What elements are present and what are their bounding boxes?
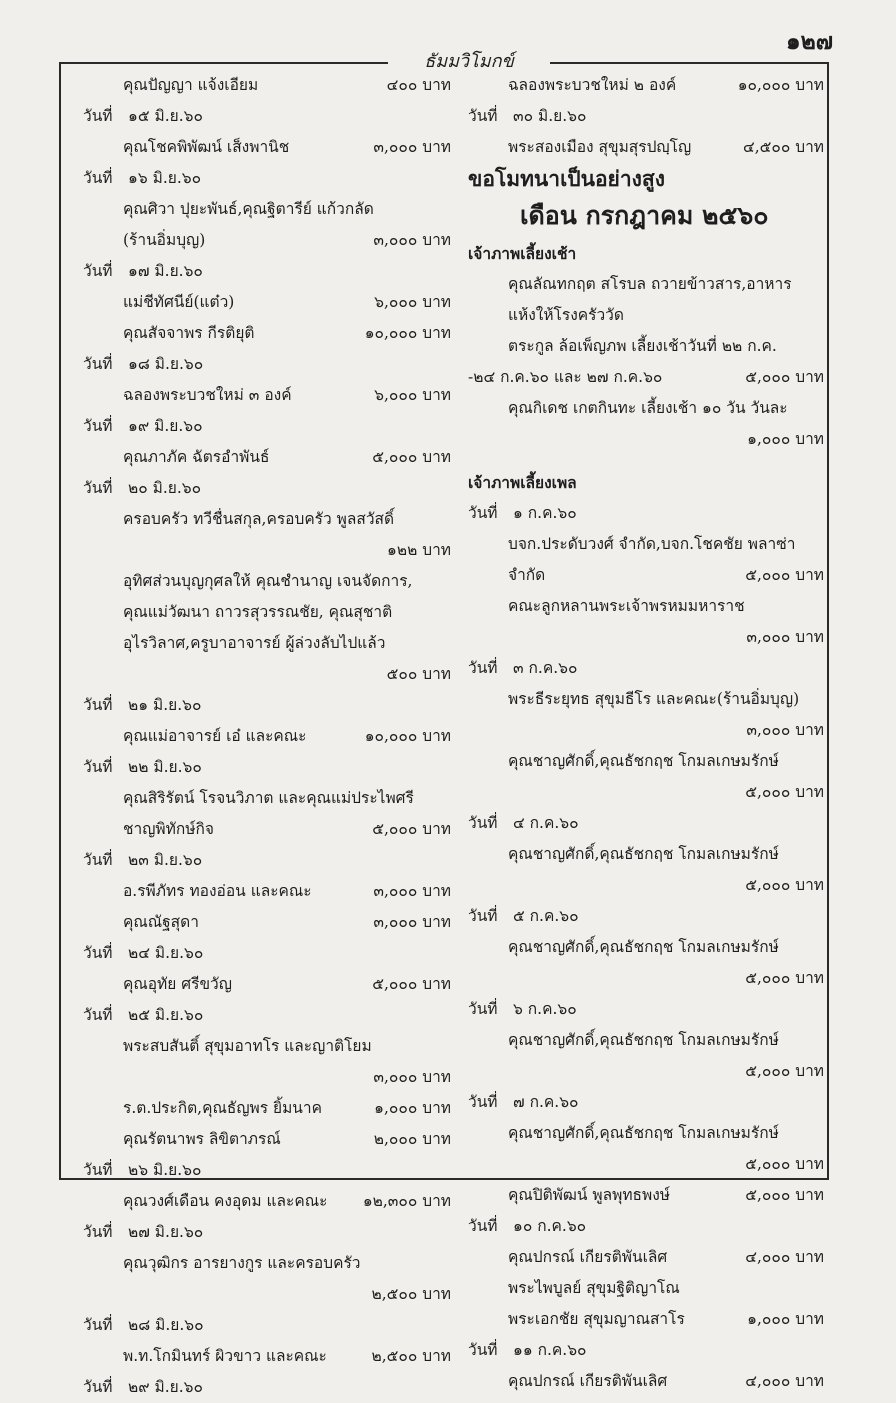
date-label: วันที่ (83, 107, 113, 125)
donation-amount: ๓,๐๐๐ บาท (746, 628, 824, 646)
amount-row (468, 424, 824, 455)
donor-name: พระธีระยุทธ สุขุมธีโร และคณะ(ร้านอิ่มบุญ) (508, 690, 800, 708)
amount-row (83, 659, 451, 690)
date-value: ๓ ก.ค.๖๐ (513, 659, 578, 677)
donation-entry (83, 969, 451, 1000)
donor-name: คุณชาญศักดิ์,คุณธัชกฤช โกมลเกษมรักษ์ (508, 845, 779, 863)
donor-name: คุณแม่อาจารย์ เอ๋ และคณะ (123, 727, 307, 745)
donor-name: คุณปกรณ์ เกียรติพันเลิศ (508, 1372, 668, 1390)
donor-name: แม่ชีทัศนีย์(แต๋ว) (123, 293, 235, 311)
donation-amount: ๕,๐๐๐ บาท (372, 820, 451, 838)
amount-row (468, 622, 824, 653)
donor-name: คุณโชคพิพัฒน์ เส็งพานิช (123, 138, 290, 156)
donation-entry (83, 318, 451, 349)
date-value: ๒๙ มิ.ย.๖๐ (128, 1378, 203, 1396)
date-row (468, 1087, 824, 1118)
date-label: วันที่ (83, 1316, 113, 1334)
donor-name: ฉลองพระบวชใหม่ ๒ องค์ (508, 76, 677, 94)
date-value: ๑๘ มิ.ย.๖๐ (128, 355, 204, 373)
date-value: ๑๙ มิ.ย.๖๐ (128, 417, 203, 435)
donation-entry (468, 1304, 824, 1335)
donation-entry (468, 932, 824, 963)
donation-amount: ๓,๐๐๐ บาท (746, 721, 824, 739)
date-value: ๒๐ มิ.ย.๖๐ (128, 479, 202, 497)
amount-row (468, 715, 824, 746)
date-value: ๒๑ มิ.ย.๖๐ (128, 696, 202, 714)
date-label: วันที่ (83, 169, 113, 187)
donation-amount: ๕,๐๐๐ บาท (745, 368, 824, 386)
donation-amount: ๓,๐๐๐ บาท (373, 231, 451, 249)
date-label: วันที่ (83, 1006, 113, 1024)
amount-row (468, 777, 824, 808)
date-label: วันที่ (83, 696, 113, 714)
donation-amount: ๔๐๐ บาท (386, 76, 451, 94)
donation-amount: ๕,๐๐๐ บาท (745, 1062, 824, 1080)
page-number: ๑๒๗ (786, 28, 834, 55)
donation-amount: ๕,๐๐๐ บาท (745, 876, 824, 894)
date-value: ๒๒ มิ.ย.๖๐ (128, 758, 202, 776)
donor-name: พระสบสันติ์ สุขุมอาทโร และญาติโยม (123, 1037, 372, 1055)
amount-row (468, 1149, 824, 1180)
donation-amount: ๔,๐๐๐ บาท (745, 1372, 824, 1390)
amount-row (468, 870, 824, 901)
amount-row (83, 1062, 451, 1093)
donation-entry (83, 566, 451, 597)
date-label: วันที่ (468, 659, 498, 677)
amount-row (83, 1279, 451, 1310)
donation-entry (468, 839, 824, 870)
donor-name: คุณปัญญา แจ้งเอียม (123, 76, 259, 94)
date-row (83, 411, 451, 442)
donation-amount: ๕,๐๐๐ บาท (745, 1186, 824, 1204)
date-value: ๓๐ มิ.ย.๖๐ (513, 107, 587, 125)
date-label: วันที่ (83, 1223, 113, 1241)
date-row (468, 101, 824, 132)
donation-entry (83, 814, 451, 845)
date-row (83, 938, 451, 969)
donation-entry (468, 1180, 824, 1211)
donation-entry (468, 331, 824, 362)
amount-row (83, 535, 451, 566)
donor-name: คุณแม่วัฒนา ถาวรสุวรรณชัย, คุณสุชาติ (123, 603, 393, 621)
donation-entry (468, 1025, 824, 1056)
donation-entry (83, 504, 451, 535)
donation-entry (83, 907, 451, 938)
donor-name: พระเอกชัย สุขุมญาณสาโร (508, 1310, 685, 1328)
page-header: ธัมมวิโมกข์ (388, 46, 550, 75)
date-row (83, 256, 451, 287)
donor-name: คุณวงศ์เดือน คงอุดม และคณะ (123, 1192, 328, 1210)
donation-amount: ๖,๐๐๐ บาท (374, 293, 451, 311)
date-row (468, 1211, 824, 1242)
donation-amount: ๓,๐๐๐ บาท (373, 1068, 451, 1086)
donation-entry (468, 684, 824, 715)
date-row (468, 498, 824, 529)
date-label: วันที่ (83, 758, 113, 776)
donation-amount: ๓,๐๐๐ บาท (373, 882, 451, 900)
donation-entry (83, 442, 451, 473)
donation-amount: ๕,๐๐๐ บาท (745, 783, 824, 801)
left-column (83, 70, 451, 1403)
date-label: วันที่ (468, 107, 498, 125)
month-heading (468, 194, 824, 238)
donation-entry (83, 1124, 451, 1155)
donation-entry (83, 1248, 451, 1279)
donor-name: คุณลัณทกฤต สโรบล ถวายข้าวสาร,อาหาร (508, 275, 792, 293)
donor-name: ร.ต.ประกิต,คุณธัญพร ยิ้มนาค (123, 1099, 322, 1117)
donor-name: คุณวุฒิกร อารยางกูร และครอบครัว (123, 1254, 361, 1272)
donor-name: ตระกูล ล้อเพ็ญภพ เลี้ยงเช้าวันที่ ๒๒ ก.ค. (508, 337, 777, 355)
donation-amount: ๑๒๒ บาท (387, 541, 451, 559)
date-value: ๒๔ มิ.ย.๖๐ (128, 944, 204, 962)
date-label: วันที่ (83, 355, 113, 373)
date-row (83, 845, 451, 876)
date-value: ๖ ก.ค.๖๐ (513, 1000, 577, 1018)
amount-row (468, 1056, 824, 1087)
date-label: วันที่ (468, 1000, 498, 1018)
section-title (468, 238, 824, 269)
date-label: วันที่ (468, 1093, 498, 1111)
donation-entry (83, 194, 451, 225)
donation-entry (468, 529, 824, 560)
donation-entry (83, 628, 451, 659)
section-title-text: เจ้าภาพเลี้ยงเช้า (468, 244, 577, 263)
date-row (468, 808, 824, 839)
date-row (83, 752, 451, 783)
date-value: ๒๖ มิ.ย.๖๐ (128, 1161, 202, 1179)
amount-row (468, 963, 824, 994)
donor-name: (ร้านอิ่มบุญ) (123, 231, 206, 249)
donation-entry (468, 746, 824, 777)
date-range-text: -๒๔ ก.ค.๖๐ และ ๒๗ ก.ค.๖๐ (468, 368, 663, 386)
donation-entry (83, 597, 451, 628)
date-label: วันที่ (468, 1341, 498, 1359)
date-row (468, 901, 824, 932)
right-column (468, 70, 824, 1397)
donor-name: คุณณัฐสุดา (123, 913, 199, 931)
donation-amount: ๓,๐๐๐ บาท (373, 913, 451, 931)
donation-amount: ๑๐,๐๐๐ บาท (364, 727, 451, 745)
donation-amount: ๕๐๐ บาท (386, 665, 451, 683)
donation-amount: ๕,๐๐๐ บาท (745, 969, 824, 987)
donor-name: คุณชาญศักดิ์,คุณธัชกฤช โกมลเกษมรักษ์ (508, 752, 779, 770)
donation-amount: ๑,๐๐๐ บาท (374, 1099, 451, 1117)
donation-amount: ๕,๐๐๐ บาท (745, 1155, 824, 1173)
donor-name: คุณภาภัค ฉัตรอำพันธ์ (123, 448, 270, 466)
donation-entry (83, 225, 451, 256)
donor-name: คุณชาญศักดิ์,คุณธัชกฤช โกมลเกษมรักษ์ (508, 1031, 779, 1049)
donor-name: แห้งให้โรงครัววัด (508, 306, 624, 324)
donor-name: จำกัด (508, 566, 546, 584)
heading-text: ขอโมทนาเป็นอย่างสูง (468, 166, 665, 191)
donor-name: คุณปกรณ์ เกียรติพันเลิศ (508, 1248, 668, 1266)
date-label: วันที่ (468, 1217, 498, 1235)
donor-name: คุณชาญศักดิ์,คุณธัชกฤช โกมลเกษมรักษ์ (508, 938, 779, 956)
month-text: เดือน กรกฎาคม ๒๕๖๐ (520, 201, 769, 230)
donation-amount: ๕,๐๐๐ บาท (372, 448, 451, 466)
section-heading (468, 163, 824, 194)
date-row (83, 473, 451, 504)
date-row (83, 101, 451, 132)
date-value: ๑๑ ก.ค.๖๐ (513, 1341, 587, 1359)
donation-entry (83, 132, 451, 163)
donation-amount: ๒,๕๐๐ บาท (371, 1347, 451, 1365)
date-row (468, 1335, 824, 1366)
donor-name: อ.รพีภัทร ทองอ่อน และคณะ (123, 882, 312, 900)
date-value: ๒๘ มิ.ย.๖๐ (128, 1316, 204, 1334)
donation-amount: ๑,๐๐๐ บาท (747, 1310, 824, 1328)
donation-entry (83, 1341, 451, 1372)
donation-amount: ๔,๕๐๐ บาท (743, 138, 824, 156)
donation-amount: ๖,๐๐๐ บาท (374, 386, 451, 404)
donor-name: คุณกิเดช เกตกินทะ เลี้ยงเช้า ๑๐ วัน วันละ (508, 399, 788, 417)
date-label: วันที่ (83, 262, 113, 280)
donation-amount: ๑,๐๐๐ บาท (747, 430, 824, 448)
donation-entry (468, 591, 824, 622)
date-value: ๑๐ ก.ค.๖๐ (513, 1217, 587, 1235)
donation-amount: ๓,๐๐๐ บาท (373, 138, 451, 156)
date-label: วันที่ (468, 814, 498, 832)
date-label: วันที่ (83, 851, 113, 869)
donation-entry (83, 721, 451, 752)
donor-name: คุณสิริรัตน์ โรจนวิภาต และคุณแม่ประไพศรี (123, 789, 414, 807)
donation-amount: ๔,๐๐๐ บาท (745, 1248, 824, 1266)
donation-entry (468, 560, 824, 591)
date-row (83, 690, 451, 721)
date-row (83, 1155, 451, 1186)
date-value: ๒๓ มิ.ย.๖๐ (128, 851, 203, 869)
donor-name: คณะลูกหลานพระเจ้าพรหมมหาราช (508, 597, 745, 615)
donor-name: คุณชาญศักดิ์,คุณธัชกฤช โกมลเกษมรักษ์ (508, 1124, 779, 1142)
date-value: ๑ ก.ค.๖๐ (513, 504, 577, 522)
donation-entry (468, 1273, 824, 1304)
donor-name: พระสองเมือง สุขุมสุรปญฺโญ (508, 138, 692, 156)
donation-amount: ๕,๐๐๐ บาท (745, 566, 824, 584)
donation-entry (83, 783, 451, 814)
date-label: วันที่ (83, 1378, 113, 1396)
donor-name: ครอบครัว ทวีชื่นสกุล,ครอบครัว พูลสวัสดิ์ (123, 510, 395, 528)
section-title-text: เจ้าภาพเลี้ยงเพล (468, 473, 577, 492)
date-row (83, 1310, 451, 1341)
date-row (468, 994, 824, 1025)
date-value: ๒๕ มิ.ย.๖๐ (128, 1006, 204, 1024)
date-value: ๑๗ มิ.ย.๖๐ (128, 262, 203, 280)
donation-entry (83, 1186, 451, 1217)
donation-entry (468, 393, 824, 424)
donation-entry (468, 300, 824, 331)
date-row (468, 653, 824, 684)
date-label: วันที่ (83, 479, 113, 497)
date-value: ๑๕ มิ.ย.๖๐ (128, 107, 203, 125)
donation-entry (468, 1366, 824, 1397)
date-range-row (468, 362, 824, 393)
donor-name: คุณรัตนาพร ลิขิตาภรณ์ (123, 1130, 281, 1148)
section-title (468, 467, 824, 498)
date-label: วันที่ (83, 417, 113, 435)
donation-entry (468, 1118, 824, 1149)
donor-name: คุณอุทัย ศรีขวัญ (123, 975, 232, 993)
donation-entry (468, 1242, 824, 1273)
date-row (83, 1217, 451, 1248)
donor-name: คุณปิติพัฒน์ พูลพุทธพงษ์ (508, 1186, 671, 1204)
date-row (83, 349, 451, 380)
date-label: วันที่ (468, 907, 498, 925)
donation-amount: ๕,๐๐๐ บาท (372, 975, 451, 993)
date-label: วันที่ (83, 944, 113, 962)
donation-amount: ๑๐,๐๐๐ บาท (737, 76, 824, 94)
donor-name: อุไรวิลาศ,ครูบาอาจารย์ ผู้ล่วงลับไปแล้ว (123, 634, 386, 652)
donation-entry (83, 1093, 451, 1124)
donation-amount: ๑๒,๓๐๐ บาท (362, 1192, 451, 1210)
donor-name: บจก.ประดับวงศ์ จำกัด,บจก.โชคชัย พลาซ่า (508, 535, 796, 553)
donor-name: ฉลองพระบวชใหม่ ๓ องค์ (123, 386, 292, 404)
date-label: วันที่ (468, 504, 498, 522)
donation-amount: ๑๐,๐๐๐ บาท (364, 324, 451, 342)
donor-name: คุณศิวา ปุยะพันธ์,คุณฐิตารีย์ แก้วกลัด (123, 200, 374, 218)
donation-entry (468, 269, 824, 300)
donation-entry (468, 132, 824, 163)
date-label: วันที่ (83, 1161, 113, 1179)
donor-name: คุณสัจจาพร กีรติยุติ (123, 324, 255, 342)
donation-entry (83, 380, 451, 411)
date-row (83, 163, 451, 194)
donor-name: พ.ท.โกมินทร์ ผิวขาว และคณะ (123, 1347, 327, 1365)
date-value: ๔ ก.ค.๖๐ (513, 814, 579, 832)
date-value: ๗ ก.ค.๖๐ (513, 1093, 579, 1111)
date-value: ๒๗ มิ.ย.๖๐ (128, 1223, 204, 1241)
date-value: ๕ ก.ค.๖๐ (513, 907, 579, 925)
donor-name: อุทิศส่วนบุญกุศลให้ คุณชำนาญ เจนจัดการ, (123, 572, 413, 590)
donor-name: ชาญพิทักษ์กิจ (123, 820, 214, 838)
spacer (468, 455, 824, 467)
donation-amount: ๒,๐๐๐ บาท (373, 1130, 451, 1148)
donation-amount: ๒,๕๐๐ บาท (371, 1285, 451, 1303)
donation-entry (83, 876, 451, 907)
donation-entry (83, 287, 451, 318)
donation-entry (83, 1031, 451, 1062)
date-row (83, 1000, 451, 1031)
date-value: ๑๖ มิ.ย.๖๐ (128, 169, 202, 187)
date-row (83, 1372, 451, 1403)
donor-name: พระไพบูลย์ สุขุมฐิติญาโณ (508, 1279, 680, 1297)
